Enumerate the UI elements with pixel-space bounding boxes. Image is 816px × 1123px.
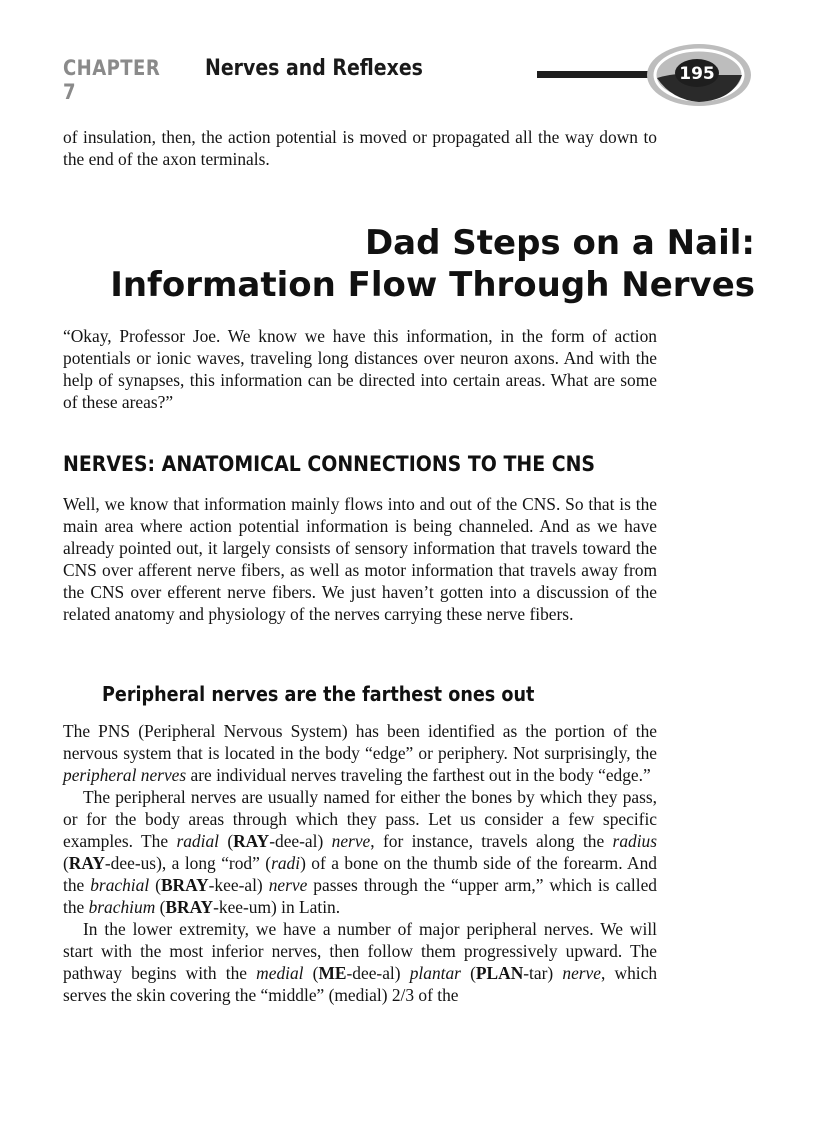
pns-text-a: The PNS (Peripheral Nervous System) has been identified as the portion of the nervous system that is located in the body “edge” or periphery. Not surprisingly, the xyxy=(63,721,657,763)
chapter-title: Nerves and Reflexes xyxy=(205,56,423,81)
chapter-label: CHAPTER 7 xyxy=(63,56,161,104)
page-number-badge xyxy=(537,42,757,108)
intro-text: of insulation, then, the action potential is moved or propagated all the way down to the end of the axon terminals. xyxy=(63,127,657,169)
term-peripheral-nerves: peripheral nerves xyxy=(63,765,187,785)
peripheral-section-text xyxy=(63,720,657,1006)
pns-paragraph xyxy=(63,720,657,786)
pron-brachial-rest: -kee-al) xyxy=(208,875,269,895)
pron-medial-rest: -dee-al) xyxy=(346,963,410,983)
intro-paragraph xyxy=(63,126,657,170)
section-title xyxy=(63,222,755,306)
pron-radius-rest: -dee-us), a long “rod” ( xyxy=(104,853,272,873)
peripheral-heading: Peripheral nerves are the farthest ones out xyxy=(102,682,535,706)
naming-text-b: , for instance, travels along the xyxy=(370,831,613,851)
nerves-heading: NERVES: ANATOMICAL CONNECTIONS TO THE CNS xyxy=(63,452,596,477)
term-plantar: plantar xyxy=(409,963,461,983)
pron-plantar-rest: -tar) xyxy=(523,963,563,983)
quote-text: “Okay, Professor Joe. We know we have this information, in the form of action potentials or ionic waves, traveling long distances over neuron axons. And with the help of synapses, this information can be directed into certain areas. What are some of these areas?” xyxy=(63,326,657,412)
term-brachial: brachial xyxy=(90,875,150,895)
nerves-text: Well, we know that information mainly flows into and out of the CNS. So that is the main area where action potential information is being channeled. And as we have already pointed out, it largely consists of sensory information that travels toward the CNS over afferent nerve fibers, as well as motor information that travels away from the CNS over efferent nerve fibers. We just haven’t gotten into a discussion of the related anatomy and physiology of the nerves carrying these nerve fibers. xyxy=(63,494,657,624)
naming-paragraph: The peripheral nerves are usually named for either the bones by which they pass, or for the body areas through which they pass. Let us consider a few specific examples. The radial (RAY-dee-al) nerve, for instance, travels along the radius (RAY-dee-us), a long “rod” (radi) of a bone on the thumb side of the forearm. And the brachial (BRAY-kee-al) nerve passes through the “upper arm,” which is called the brachium (BRAY-kee-um) in Latin. xyxy=(63,787,657,917)
term-radi: radi xyxy=(271,853,301,873)
lower-text-a: In the lower extremity, we have a number of major peripheral nerves. We will start with the most inferior nerves, then follow them progressively upward. The pathway begins with the xyxy=(63,919,657,983)
lower-text-b: , which serves the skin covering the “middle” (medial) 2/3 of the xyxy=(63,963,658,1005)
nerves-paragraph xyxy=(63,493,657,625)
lower-paragraph: In the lower extremity, we have a number of major peripheral nerves. We will start with the most inferior nerves, then follow them progressively upward. The pathway begins with the medial (ME-dee-al) plantar (PLAN-tar) nerve, which serves the skin covering the “middle” (medial) 2/3 of the xyxy=(63,919,658,1005)
pron-radial-rest: -dee-al) xyxy=(269,831,324,851)
pns-text-b: are individual nerves traveling the farthest out in the body “edge.” xyxy=(186,765,651,785)
pron-medial-stress: ME xyxy=(318,963,347,983)
running-head xyxy=(63,56,458,104)
pron-radius-stress: RAY xyxy=(68,853,105,873)
term-nerve-1: nerve xyxy=(331,831,371,851)
pron-brachium-stress: BRAY xyxy=(165,897,214,917)
term-radius: radius xyxy=(612,831,657,851)
pron-brachium-rest: -kee-um) in Latin. xyxy=(213,897,341,917)
section-title-line2: Information Flow Through Nerves xyxy=(110,265,755,305)
term-nerve-3: nerve xyxy=(562,963,601,983)
term-brachium: brachium xyxy=(88,897,156,917)
quote-paragraph xyxy=(63,325,657,413)
term-radial: radial xyxy=(176,831,219,851)
pron-radial-stress: RAY xyxy=(233,831,270,851)
pron-brachial-stress: BRAY xyxy=(160,875,209,895)
naming-text-a: The peripheral nerves are usually named for either the bones by which they pass, or for the body areas through which they pass. Let us consider a few specific examples. The xyxy=(63,787,657,851)
section-title-line1: Dad Steps on a Nail: xyxy=(364,223,755,263)
term-nerve-2: nerve xyxy=(268,875,308,895)
naming-text-d: passes through the “upper arm,” which is called the xyxy=(63,875,657,917)
page-number: 195 xyxy=(679,64,715,84)
naming-text-c: ) of a bone on the thumb side of the forearm. And the xyxy=(63,853,657,895)
pron-plantar-stress: PLAN xyxy=(475,963,524,983)
term-medial: medial xyxy=(256,963,304,983)
